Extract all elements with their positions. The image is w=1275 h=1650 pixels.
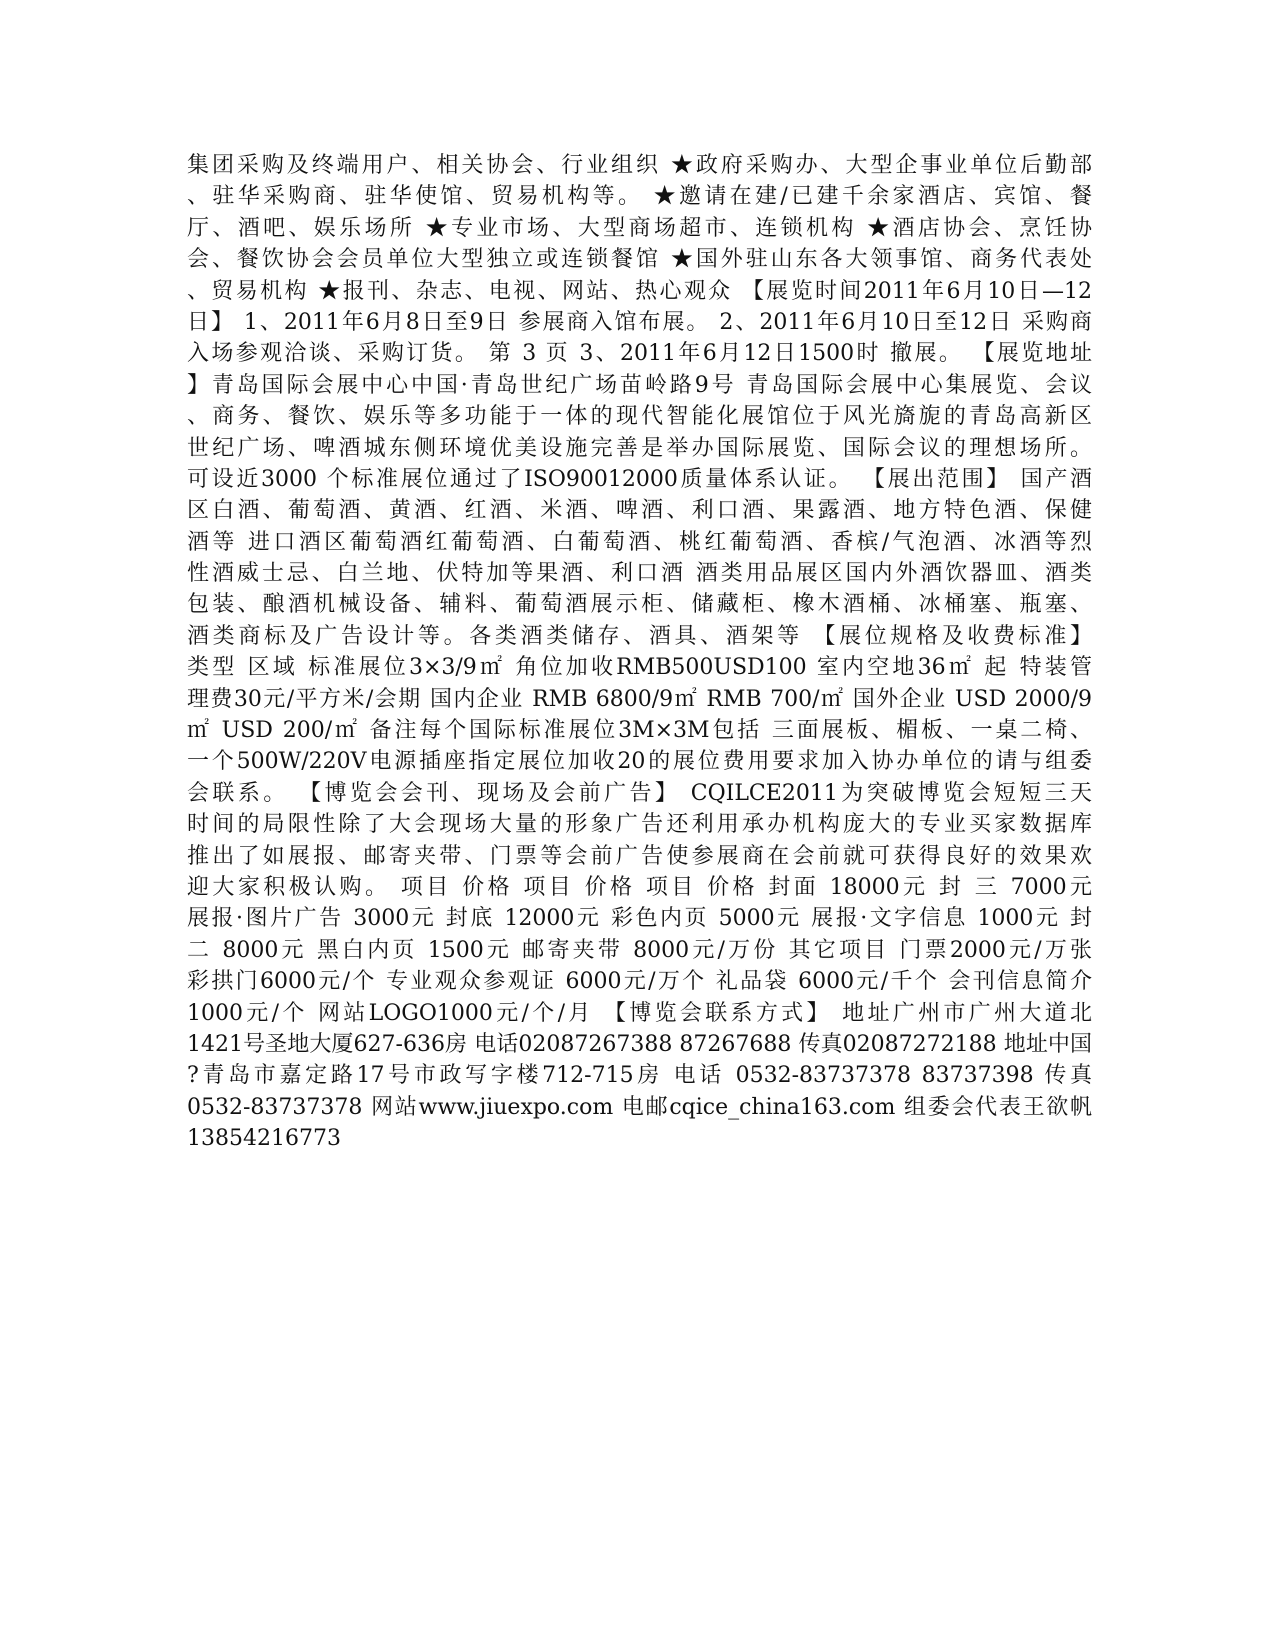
text-line: 迎大家积极认购。 项目 价格 项目 价格 项目 价格 封面 18000元 封 三 7000元 — [187, 874, 1092, 900]
text-line: 日】 1、2011年6月8日至9日 参展商入馆布展。 2、2011年6月10日至12日 采购商 — [187, 309, 1092, 335]
text-line: 时间的局限性除了大会现场大量的形象广告还利用承办机构庞大的专业买家数据库 — [187, 812, 1092, 838]
text-line: 酒类商标及广告设计等。各类酒类储存、酒具、酒架等 【展位规格及收费标准】 — [187, 623, 1092, 649]
text-line: 、驻华采购商、驻华使馆、贸易机构等。 ★邀请在建/已建千余家酒店、宾馆、餐 — [187, 184, 1092, 210]
text-line: 可设近3000 个标准展位通过了ISO90012000质量体系认证。 【展出范围】 国产酒 — [187, 466, 1092, 492]
text-line: 0532-83737378 网站www.jiuexpo.com 电邮cqice_china163.com 组委会代表王欲帆 — [187, 1094, 1092, 1120]
text-line: 酒等 进口酒区葡萄酒红葡萄酒、白葡萄酒、桃红葡萄酒、香槟/气泡酒、冰酒等烈 — [187, 529, 1092, 555]
text-line: 推出了如展报、邮寄夹带、门票等会前广告使参展商在会前就可获得良好的效果欢 — [187, 843, 1092, 869]
body-text — [187, 150, 1092, 1155]
text-line: 性酒威士忌、白兰地、伏特加等果酒、利口酒 酒类用品展区国内外酒饮器皿、酒类 — [187, 561, 1092, 587]
text-line: 理费30元/平方米/会期 国内企业 RMB 6800/9㎡ RMB 700/㎡ 国外企业 USD 2000/9 — [187, 686, 1092, 712]
text-line: 区白酒、葡萄酒、黄酒、红酒、米酒、啤酒、利口酒、果露酒、地方特色酒、保健 — [187, 498, 1092, 524]
text-line: 、商务、餐饮、娱乐等多功能于一体的现代智能化展馆位于风光旖旎的青岛高新区 — [187, 404, 1092, 430]
text-line: 展报·图片广告 3000元 封底 12000元 彩色内页 5000元 展报·文字信息 1000元 封 — [187, 906, 1092, 932]
text-line: 1000元/个 网站LOGO1000元/个/月 【博览会联系方式】 地址广州市广州大道北 — [187, 1000, 1092, 1026]
text-line: 一个500W/220V电源插座指定展位加收20的展位费用要求加入协办单位的请与组委 — [187, 749, 1092, 775]
text-line: ?青岛市嘉定路17号市政写字楼712-715房 电话 0532-83737378 83737398 传真 — [187, 1063, 1092, 1089]
text-line: 】青岛国际会展中心中国·青岛世纪广场苗岭路9号 青岛国际会展中心集展览、会议 — [187, 372, 1092, 398]
text-line: 类型 区域 标准展位3×3/9㎡ 角位加收RMB500USD100 室内空地36㎡ 起 特装管 — [187, 655, 1092, 681]
text-line: 会联系。 【博览会会刊、现场及会前广告】 CQILCE2011为突破博览会短短三天 — [187, 780, 1092, 806]
text-line: 入场参观洽谈、采购订货。 第 3 页 3、2011年6月12日1500时 撤展。 【展览地址 — [187, 341, 1092, 367]
text-line: 1421号圣地大厦627-636房 电话02087267388 87267688 传真02087272188 地址中国 — [187, 1031, 1092, 1057]
text-line: 会、餐饮协会会员单位大型独立或连锁餐馆 ★国外驻山东各大领事馆、商务代表处 — [187, 247, 1092, 273]
text-line: 厅、酒吧、娱乐场所 ★专业市场、大型商场超市、连锁机构 ★酒店协会、烹饪协 — [187, 215, 1092, 241]
text-line: 包装、酿酒机械设备、辅料、葡萄酒展示柜、储藏柜、橡木酒桶、冰桶塞、瓶塞、 — [187, 592, 1092, 618]
text-line: 集团采购及终端用户、相关协会、行业组织 ★政府采购办、大型企事业单位后勤部 — [187, 153, 1092, 178]
text-line: 彩拱门6000元/个 专业观众参观证 6000元/万个 礼品袋 6000元/千个 会刊信息简介 — [187, 969, 1092, 995]
text-line: 13854216773 — [187, 1126, 341, 1152]
text-line: 、贸易机构 ★报刊、杂志、电视、网站、热心观众 【展览时间2011年6月10日—12 — [187, 278, 1092, 304]
text-line: 世纪广场、啤酒城东侧环境优美设施完善是举办国际展览、国际会议的理想场所。 — [187, 435, 1092, 461]
text-line: ㎡ USD 200/㎡ 备注每个国际标准展位3M×3M包括 三面展板、楣板、一桌二椅、 — [187, 718, 1092, 744]
text-line: 二 8000元 黑白内页 1500元 邮寄夹带 8000元/万份 其它项目 门票2000元/万张 — [187, 937, 1092, 963]
